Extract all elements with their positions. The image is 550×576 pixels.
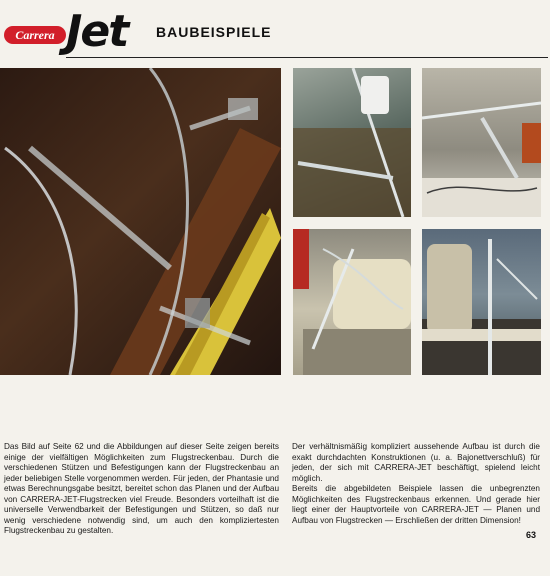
page-title: BAUBEISPIELE <box>156 24 272 40</box>
photo-top-right-illustration <box>422 68 541 217</box>
jet-logo-wordmark: Jet <box>66 6 128 57</box>
body-text-left <box>4 442 279 537</box>
main-photo <box>0 68 281 375</box>
left-paragraph: Das Bild auf Seite 62 und die Abbildungen auf dieser Seite zeigen bereits einige der vielfältigen Möglichkeiten zum Flugstreckenbau. Durch die verschiedenen Stützen und Befestigungen kann der Flugstreckenbau an jeder beliebigen Stelle vorgenommen werden. Für jeden, der Phantasie und etwas Berechnungsgabe besitzt, bereitet schon das Planen und der Aufbau von CARRERA-JET-Flugstrecken viel Freude. Besonders vorteilhaft ist die universelle Verwendbarkeit der Befestigungen und Stützen, so daß nur wenig verschiedene notwendig sind, um auch den kompliziertesten Flugstreckenbau zu gestalten. <box>4 442 279 535</box>
page-header <box>0 0 550 64</box>
header-rule <box>66 57 548 58</box>
photo-bottom-right <box>422 229 541 375</box>
photo-top-left-illustration <box>293 68 411 217</box>
photo-top-right <box>422 68 541 217</box>
carrera-logo-badge: Carrera <box>4 26 66 44</box>
right-paragraph-1: Der verhältnismäßig kompliziert aussehende Aufbau ist durch die exakt durchdachten Konstruktionen (u. a. Bajonettverschluß) für jeden, der sich mit CARRERA-JET beschäftigt, spielend leicht möglich. <box>292 442 540 483</box>
photo-bottom-left <box>293 229 411 375</box>
photo-bottom-left-illustration <box>293 229 411 375</box>
photo-bottom-right-illustration <box>422 229 541 375</box>
body-text-right <box>292 442 540 526</box>
photo-top-left <box>293 68 411 217</box>
right-paragraph-2: Bereits die abgebildeten Beispiele lassen die unbegrenzten Möglichkeiten des Flugstreckenbaus erkennen. Und gerade hier liegt einer der Hauptvorteile von CARRERA-JET — Planen und Aufbau von Flugstrecken — Erschließen der dritten Dimension! <box>292 484 540 525</box>
main-photo-illustration <box>0 68 281 375</box>
page-number: 63 <box>526 530 537 540</box>
